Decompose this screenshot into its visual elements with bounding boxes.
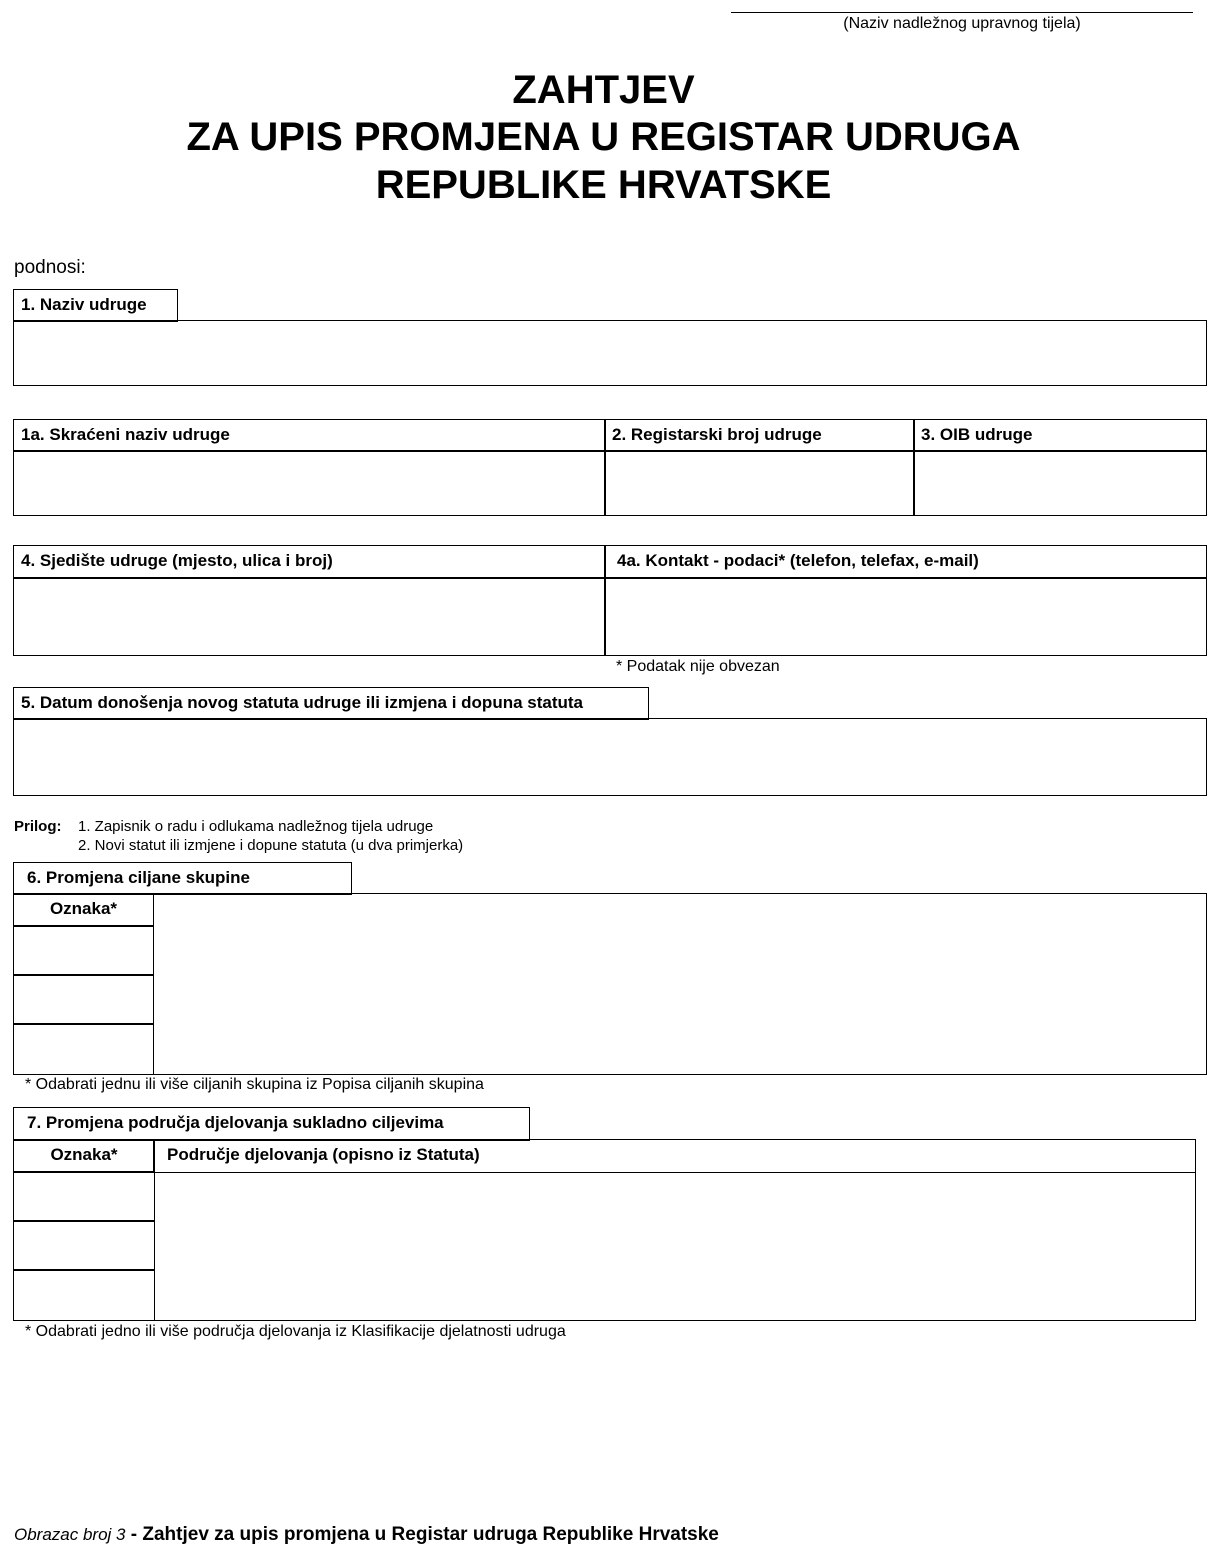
title-line-1: ZAHTJEV <box>512 68 695 112</box>
kontakt-note: * Podatak nije obvezan <box>616 658 780 675</box>
authority-line <box>731 12 1193 13</box>
input-naziv-udruge[interactable] <box>13 320 1207 386</box>
attachment-item-2: 2. Novi statut ili izmjene i dopune statuta (u dva primjerka) <box>78 837 464 854</box>
label-skraceni-naziv: 1a. Skraćeni naziv udruge <box>13 419 606 452</box>
authority-caption: (Naziv nadležnog upravnog tijela) <box>843 15 1081 32</box>
label-sjediste: 4. Sjedište udruge (mjesto, ulica i broj) <box>13 545 606 579</box>
label-kontakt: 4a. Kontakt - podaci* (telefon, telefax, e-mail) <box>604 545 1207 579</box>
section7-col-code: Oznaka* <box>13 1139 155 1173</box>
label-datum-statuta: 5. Datum donošenja novog statuta udruge ili izmjena i dopuna statuta <box>13 687 649 720</box>
attachment-item-1: 1. Zapisnik o radu i odlukama nadležnog tijela udruge <box>78 818 434 835</box>
label-naziv-udruge: 1. Naziv udruge <box>13 289 178 322</box>
section7-area-input[interactable] <box>155 1173 1194 1319</box>
section7-title: 7. Promjena područja djelovanja sukladno ciljevima <box>13 1107 530 1141</box>
input-sjediste[interactable] <box>13 577 606 656</box>
section7-note: * Odabrati jedno ili više područja djelovanja iz Klasifikacije djelatnosti udruga <box>25 1323 566 1340</box>
title-line-3: REPUBLIKE HRVATSKE <box>375 163 832 207</box>
input-oib[interactable] <box>913 450 1207 516</box>
footer-form-number: Obrazac broj 3 <box>14 1525 126 1544</box>
intro-text: podnosi: <box>14 257 86 278</box>
input-registarski-broj[interactable] <box>604 450 915 516</box>
section7-code-cell[interactable] <box>13 1171 155 1222</box>
input-datum-statuta[interactable] <box>13 718 1207 796</box>
section6-col-code: Oznaka* <box>13 893 154 927</box>
label-registarski-broj: 2. Registarski broj udruge <box>604 419 915 452</box>
section7-code-cell[interactable] <box>13 1269 155 1321</box>
section7-code-cell[interactable] <box>13 1220 155 1271</box>
input-kontakt[interactable] <box>604 577 1207 656</box>
section6-code-cell[interactable] <box>13 1023 154 1075</box>
footer-form-title: - Zahtjev za upis promjena u Registar udruga Republike Hrvatske <box>130 1524 719 1545</box>
section6-code-cell[interactable] <box>13 925 154 976</box>
section6-description-area[interactable] <box>154 895 1204 1073</box>
title-line-2: ZA UPIS PROMJENA U REGISTAR UDRUGA <box>186 115 1021 159</box>
section6-title: 6. Promjena ciljane skupine <box>13 862 352 895</box>
section7-col-area: Područje djelovanja (opisno iz Statuta) <box>153 1139 1196 1173</box>
attachments-label: Prilog: <box>14 818 62 835</box>
label-oib: 3. OIB udruge <box>913 419 1207 452</box>
input-skraceni-naziv[interactable] <box>13 450 606 516</box>
footer <box>14 1524 719 1546</box>
section6-code-cell[interactable] <box>13 974 154 1025</box>
section6-note: * Odabrati jednu ili više ciljanih skupina iz Popisa ciljanih skupina <box>25 1076 484 1093</box>
